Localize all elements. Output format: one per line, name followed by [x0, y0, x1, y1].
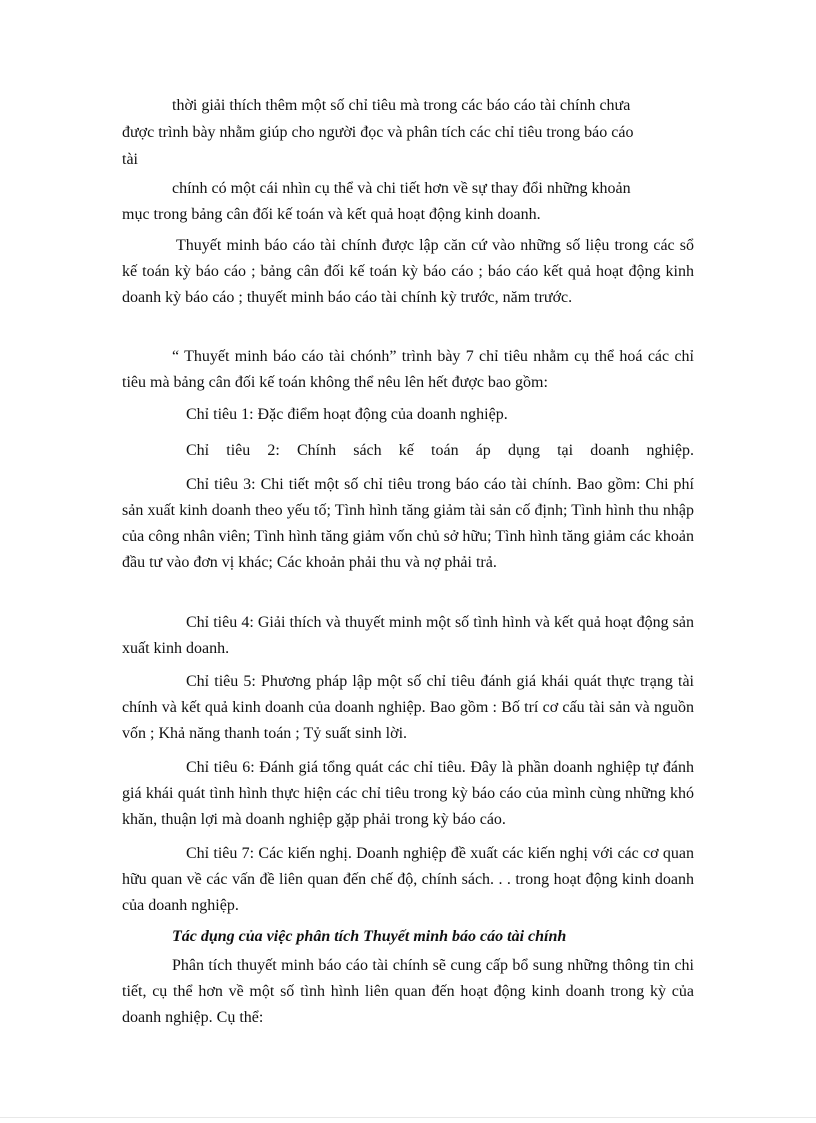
para1-line3: tài	[122, 151, 138, 168]
para2-line1: chính có một cái nhìn cụ thể và chi tiết hơn về sự thay đổi những khoản	[172, 180, 631, 197]
para4: “ Thuyết minh báo cáo tài chónh” trình bày 7 chỉ tiêu nhằm cụ thể hoá các chỉ tiêu mà bảng cân đối kế toán không thể nêu lên hết được bao gồm:	[122, 348, 694, 391]
item-7: Chỉ tiêu 7: Các kiến nghị. Doanh nghiệp đề xuất các kiến nghị với các cơ quan hữu quan về các vấn đề liên quan đến chế độ, chính sách. . . trong hoạt động kinh doanh của doanh nghiệp.	[122, 845, 694, 914]
section-heading: Tác dụng của việc phân tích Thuyết minh báo cáo tài chính	[172, 928, 567, 945]
item-5: Chỉ tiêu 5: Phương pháp lập một số chỉ tiêu đánh giá khái quát thực trạng tài chính và kết quả kinh doanh của doanh nghiệp. Bao gồm : Bố trí cơ cấu tài sản và nguồn vốn ; Khả năng thanh toán ; Tỷ suất sinh lời.	[122, 673, 694, 742]
para2-line2: mục trong bảng cân đối kế toán và kết quả hoạt động kinh doanh.	[122, 206, 541, 223]
item-3: Chỉ tiêu 3: Chi tiết một số chỉ tiêu trong báo cáo tài chính. Bao gồm: Chi phí sản xuất kinh doanh theo yếu tố; Tình hình tăng giảm tài sản cố định; Tình hình thu nhập của công nhân viên; Tình hình tăng giảm vốn chủ sở hữu; Tình hình tăng giảm các khoản đầu tư vào đơn vị khác; Các khoản phải thu và nợ phải trả.	[122, 476, 694, 571]
item-4: Chỉ tiêu 4: Giải thích và thuyết minh một số tình hình và kết quả hoạt động sản xuất kinh doanh.	[122, 614, 694, 657]
item-6: Chỉ tiêu 6: Đánh giá tổng quát các chỉ tiêu. Đây là phần doanh nghiệp tự đánh giá khái quát tình hình thực hiện các chỉ tiêu trong kỳ báo cáo của mình cùng những khó khăn, thuận lợi mà doanh nghiệp gặp phải trong kỳ báo cáo.	[122, 759, 694, 828]
para1-line1: thời giải thích thêm một số chỉ tiêu mà trong các báo cáo tài chính chưa	[172, 97, 631, 114]
para1-line2: được trình bày nhằm giúp cho người đọc và phân tích các chỉ tiêu trong báo cáo	[122, 124, 634, 141]
page-bottom-divider	[0, 1117, 816, 1118]
item-2: Chỉ tiêu 2: Chính sách kế toán áp dụng tại doanh nghiệp.	[186, 442, 694, 459]
para5: Phân tích thuyết minh báo cáo tài chính sẽ cung cấp bổ sung những thông tin chi tiết, cụ thể hơn về một số tình hình liên quan đến hoạt động kinh doanh trong kỳ của doanh nghiệp. Cụ thể:	[122, 957, 694, 1026]
item-1: Chỉ tiêu 1: Đặc điểm hoạt động của doanh nghiệp.	[186, 406, 508, 423]
para3: Thuyết minh báo cáo tài chính được lập căn cứ vào những số liệu trong các sổ kế toán kỳ báo cáo ; bảng cân đối kế toán kỳ báo cáo ; báo cáo kết quả hoạt động kinh doanh kỳ báo cáo ; thuyết minh báo cáo tài chính kỳ trước, năm trước.	[122, 237, 694, 306]
